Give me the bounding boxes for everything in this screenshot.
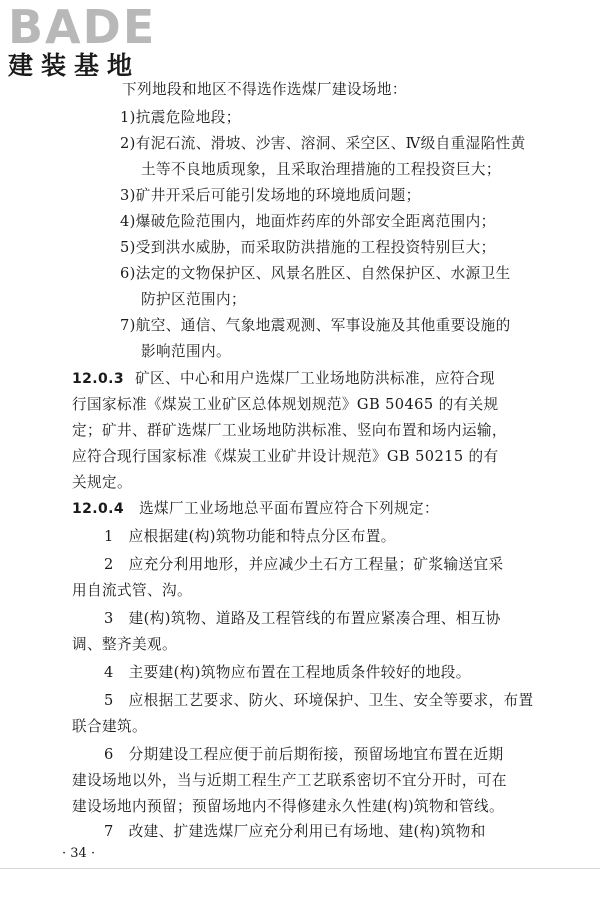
clause-text: 行国家标准《煤炭工业矿区总体规划规范》GB 50465 的有关规: [72, 396, 499, 413]
clause-item: 用自流式管、沟。: [72, 582, 192, 599]
clause-item: 5 应根据工艺要求、防火、环境保护、卫生、安全等要求，布置: [104, 692, 534, 709]
clause-1203-first-line: [72, 369, 495, 389]
list-item: 6)法定的文物保护区、风景名胜区、自然保护区、水源卫生: [120, 265, 511, 282]
list-item: 土等不良地质现象，且采取治理措施的工程投资巨大；: [141, 161, 501, 178]
clause-item: 建设场地以外，当与近期工程生产工艺联系密切不宜分开时，可在: [72, 772, 507, 789]
clause-number: 12.0.3: [72, 371, 125, 387]
list-item: 7)航空、通信、气象地震观测、军事设施及其他重要设施的: [120, 317, 511, 334]
clause-text: 关规定。: [72, 474, 132, 491]
logo-subtitle: 建装基地: [8, 51, 141, 80]
clause-item: 1 应根据建(构)筑物功能和特点分区布置。: [104, 528, 396, 545]
clause-text: 定；矿井、群矿选煤厂工业场地防洪标准、竖向布置和场内运输，: [72, 422, 507, 439]
clause-item: 4 主要建(构)筑物应布置在工程地质条件较好的地段。: [104, 664, 471, 681]
page-number: · 34 ·: [62, 846, 96, 861]
list-item: 1)抗震危险地段；: [120, 109, 241, 126]
page-bottom-rule: [0, 868, 600, 869]
list-item: 影响范围内。: [141, 343, 231, 360]
section-lead: 下列地段和地区不得选作选煤厂建设场地：: [122, 81, 407, 98]
clause-item: 6 分期建设工程应便于前后期衔接，预留场地宜布置在近期: [104, 746, 504, 763]
clause-item: 建设场地内预留；预留场地内不得修建永久性建(构)筑物和管线。: [72, 798, 505, 815]
clause-item: 联合建筑。: [72, 718, 147, 735]
list-item: 2)有泥石流、滑坡、沙害、溶洞、采空区、Ⅳ级自重湿陷性黄: [120, 135, 526, 152]
list-item: 4)爆破危险范围内，地面炸药库的外部安全距离范围内；: [120, 213, 496, 230]
clause-item: 3 建(构)筑物、道路及工程管线的布置应紧凑合理、相互协: [104, 610, 501, 627]
list-item: 防护区范围内；: [141, 291, 246, 308]
list-item: 5)受到洪水威胁，而采取防洪措施的工程投资特别巨大；: [120, 239, 496, 256]
list-item: 3)矿井开采后可能引发场地的环境地质问题；: [120, 187, 421, 204]
clause-item: 调、整齐美观。: [72, 636, 177, 653]
clause-text: 矿区、中心和用户选煤厂工业场地防洪标准，应符合现: [135, 370, 495, 387]
clause-item: 7 改建、扩建选煤厂应充分利用已有场地、建(构)筑物和: [104, 823, 486, 840]
clause-1204-first-line: [72, 499, 439, 519]
clause-text: 应符合现行国家标准《煤炭工业矿井设计规范》GB 50215 的有: [72, 448, 499, 465]
logo-brand: BADE: [8, 0, 157, 54]
clause-number: 12.0.4: [72, 501, 125, 517]
clause-item: 2 应充分利用地形，并应减少土石方工程量；矿浆输送宜采: [104, 556, 504, 573]
clause-intro: 选煤厂工业场地总平面布置应符合下列规定：: [139, 500, 439, 517]
